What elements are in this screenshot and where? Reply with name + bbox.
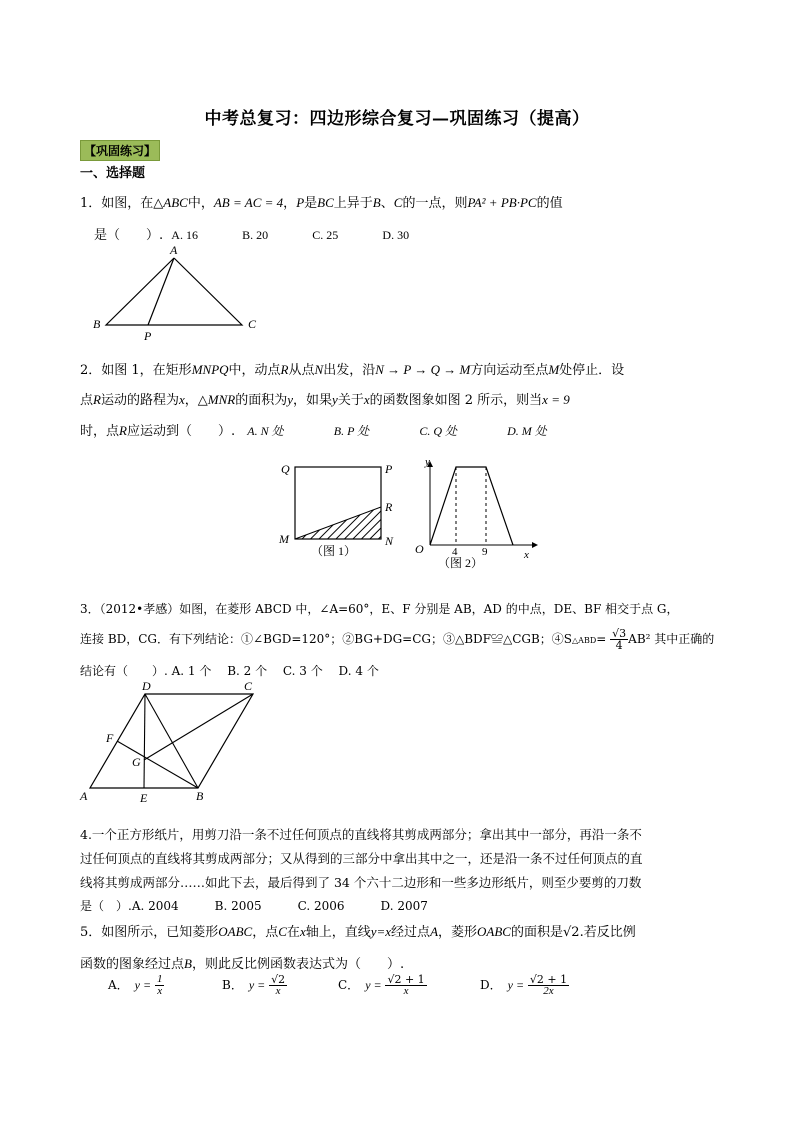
- fig1-label-p: P: [385, 462, 393, 476]
- q3-label-d: D: [142, 679, 151, 693]
- q1-option-c[interactable]: C. 25: [312, 228, 339, 242]
- q2-option-d[interactable]: D. M 处: [507, 424, 547, 438]
- q1-label-b: B: [93, 317, 101, 331]
- q2-line3: 时，点R应运动到（ ）. A. N 处 B. P 处 C. Q 处 D. M 处: [80, 423, 547, 439]
- fig2-label-o: O: [415, 542, 424, 556]
- q1-label-c: C: [248, 317, 257, 331]
- q3-line3: 结论有（ ）. A. 1 个 B. 2 个 C. 3 个 D. 4 个: [80, 664, 379, 678]
- q1-label-a: A: [170, 243, 178, 257]
- fig2-tick-4: 4: [452, 546, 458, 558]
- q3-line2: 连接 BD，CG．有下列结论：①∠BGD=120°；②BG+DG=CG；③△BDF≌△CGB；④S△ABD= $\frac{√3}{4}$ AB² 其中正确的: [80, 627, 715, 652]
- q5-line1: 5．如图所示，已知菱形OABC，点C在x轴上，直线y=x经过点A，菱形OABC的面积是√2.若反比例: [80, 924, 636, 940]
- q2-figure-1: [275, 455, 405, 570]
- fig1-caption: （图 1）: [311, 544, 357, 558]
- q5-option-d[interactable]: D． y = $\frac{√2 + 1}{2x}$: [480, 973, 568, 997]
- q3-label-a: A: [80, 789, 88, 803]
- q2-option-c[interactable]: C. Q 处: [419, 424, 457, 438]
- section-tag: 【巩固练习】: [80, 140, 160, 161]
- fig2-label-y: y: [425, 456, 430, 468]
- q2-option-b[interactable]: B. P 处: [333, 424, 370, 438]
- fig2-caption: （图 2）: [438, 556, 484, 570]
- q3-line1: 3．（2012•孝感）如图，在菱形 ABCD 中，∠A=60°，E、F 分别是 AB，AD 的中点，DE、BF 相交于点 G，: [80, 602, 679, 616]
- q1-line2: 是（ ）. A. 16 B. 20 C. 25 D. 30: [94, 228, 410, 243]
- q5-option-a[interactable]: A． y = $\frac{1}{x}$: [108, 973, 163, 997]
- q2-line1: 2．如图 1，在矩形MNPQ中，动点R从点N出发，沿N → P → Q → M方向运动至点M处停止．设: [80, 362, 625, 378]
- q1-option-b[interactable]: B. 20: [242, 228, 269, 242]
- q3-label-f: F: [106, 731, 114, 745]
- q3-label-e: E: [140, 791, 148, 805]
- q5-option-b[interactable]: B． y = $\frac{√2}{x}$: [222, 973, 286, 997]
- page-title: 中考总复习：四边形综合复习—巩固练习（提高）: [204, 109, 590, 129]
- q1-line1: 1．如图，在△ABC中，AB = AC = 4，P是BC上异于B、C的一点，则PA² + PB·PC的值: [80, 195, 563, 211]
- fig1-label-r: R: [385, 500, 393, 514]
- q4-line2: 过任何顶点的直线将其剪成两部分；又从得到的三部分中拿出其中之一，还是沿一条不过任何顶点的直: [80, 851, 643, 866]
- q2-option-a[interactable]: A. N 处: [247, 424, 284, 438]
- q4-line1: 4.一个正方形纸片，用剪刀沿一条不过任何顶点的直线将其剪成两部分；拿出其中一部分，再沿一条不: [80, 827, 642, 842]
- q5-line2: 函数的图象经过点B，则此反比例函数表达式为（ ）.: [80, 956, 405, 972]
- q4-line3: 线将其剪成两部分……如此下去，最后得到了 34 个六十二边形和一些多边形纸片，则至少要剪的刀数: [80, 875, 642, 890]
- q1-triangle-figure: [88, 240, 268, 345]
- q4-line4: 是（ ）.A. 2004 B. 2005 C. 2006 D. 2007: [80, 899, 428, 913]
- q2-figure-2: [410, 455, 540, 573]
- fig1-label-n: N: [385, 534, 394, 548]
- q3-label-c: C: [244, 679, 253, 693]
- q5-option-c[interactable]: C． y = $\frac{√2 + 1}{x}$: [338, 973, 425, 997]
- fig2-label-x: x: [524, 549, 529, 561]
- q3-rhombus-figure: [76, 676, 276, 806]
- q3-label-b: B: [196, 789, 204, 803]
- fig1-label-m: M: [279, 532, 289, 546]
- q1-label-p: P: [144, 329, 152, 343]
- q2-line2: 点R运动的路程为x，△MNR的面积为y，如果y关于x的函数图象如图 2 所示，则当x = 9: [80, 392, 570, 408]
- q3-fraction: $\frac{√3}{4}$: [612, 627, 627, 652]
- q3-label-g: G: [132, 755, 141, 769]
- section-heading: 一、选择题: [80, 166, 146, 181]
- fig2-tick-9: 9: [482, 546, 488, 558]
- fig1-label-q: Q: [281, 462, 290, 476]
- q1-option-a[interactable]: A. 16: [171, 228, 198, 242]
- q1-option-d[interactable]: D. 30: [382, 228, 410, 242]
